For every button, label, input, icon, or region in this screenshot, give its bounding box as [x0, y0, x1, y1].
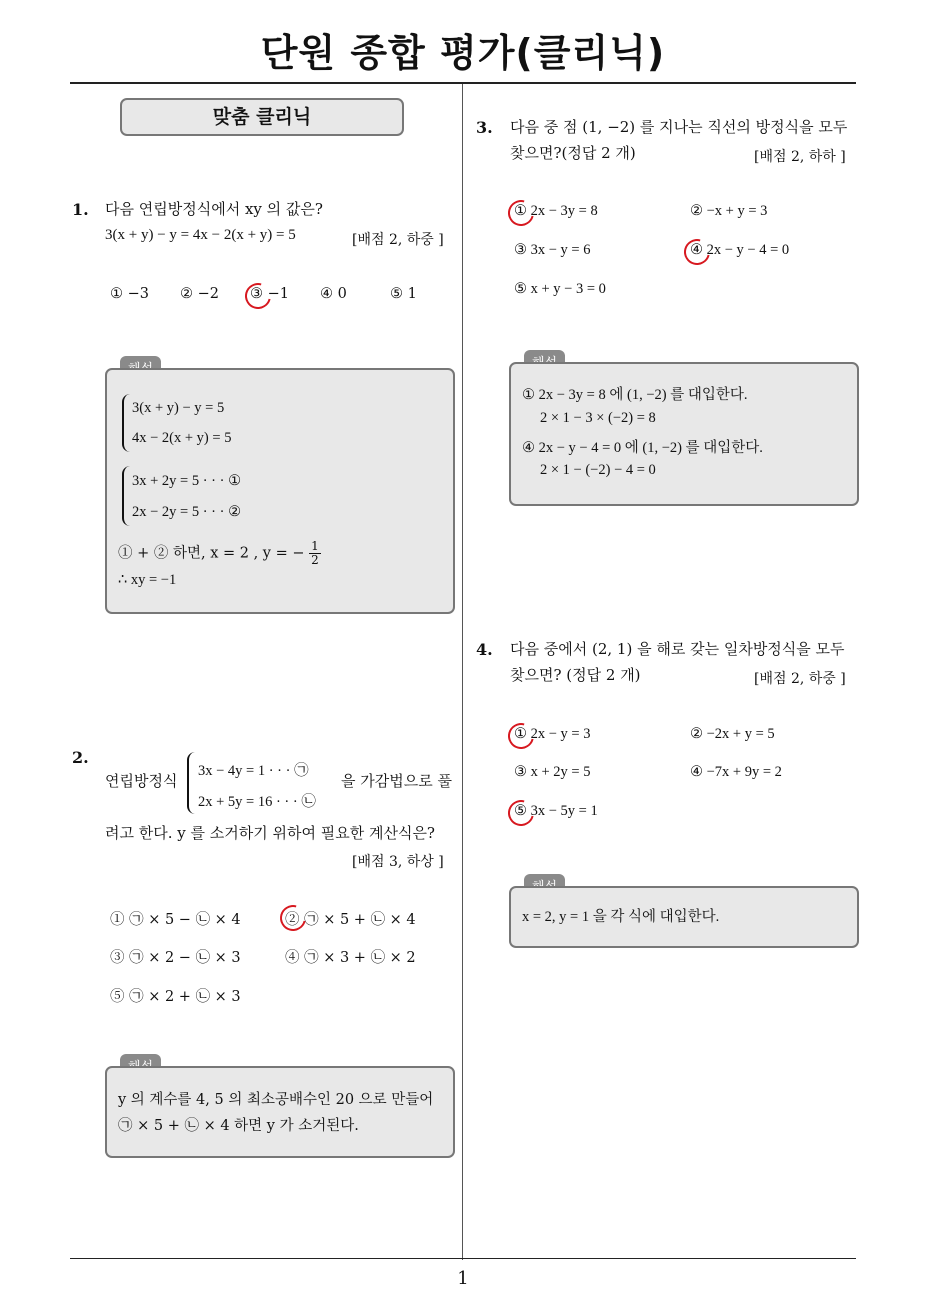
q4-choice-1[interactable]: ① 2x − y = 3	[514, 726, 591, 742]
q1-system-brace-1	[122, 394, 130, 452]
top-rule	[70, 82, 856, 84]
q3-line1: 다음 중 점 (1, −2) 를 지나는 직선의 방정식을 모두	[510, 118, 848, 136]
q2-points: [배점 3, 하상 ]	[352, 854, 444, 870]
q3-explain-line3: ④ 2x − y − 4 = 0 에 (1, −2) 를 대입한다.	[522, 440, 763, 456]
q3-choice-3[interactable]: ③ 3x − y = 6	[514, 242, 591, 258]
q4-answer-mark-5	[503, 795, 539, 831]
q1-choice-5[interactable]: ⑤ 1	[390, 286, 417, 302]
q3-choice-1[interactable]: ① 2x − 3y = 8	[514, 203, 598, 219]
q1-text: 다음 연립방정식에서 xy 의 값은?	[105, 200, 323, 218]
q3-line2: 찾으면?(정답 2 개)	[510, 144, 636, 162]
q2-choice-5[interactable]: ⑤ ㉠ × 2 + ㉡ × 3	[110, 989, 241, 1005]
q1-choice-1[interactable]: ① −3	[110, 286, 149, 302]
q2-answer-mark	[275, 900, 311, 936]
q1-explain-line3	[118, 540, 321, 567]
q1-choice-3[interactable]: ③ −1	[250, 286, 289, 302]
q2-choice-2[interactable]: ② ㉠ × 5 + ㉡ × 4	[285, 912, 416, 928]
q4-choice-3[interactable]: ③ x + 2y = 5	[514, 764, 591, 780]
column-divider	[462, 84, 463, 1260]
q4-points: [배점 2, 하중 ]	[754, 671, 846, 687]
q1-fraction	[309, 540, 321, 567]
q1-points: [배점 2, 하중 ]	[352, 232, 444, 248]
q2-choice-3[interactable]: ③ ㉠ × 2 − ㉡ × 3	[110, 950, 241, 966]
page-title: 단원 종합 평가(클리닉)	[260, 31, 666, 75]
q3-choice-5[interactable]: ⑤ x + y − 3 = 0	[514, 281, 606, 297]
q3-points: [배점 2, 하하 ]	[754, 149, 846, 165]
q1-explain-line4: ∴ xy = −1	[118, 572, 177, 588]
q2-explain-box	[105, 1066, 455, 1158]
q2-post: 을 가감법으로 풀	[341, 772, 452, 790]
q1-choice-2[interactable]: ② −2	[180, 286, 219, 302]
q2-sys-a: 3x − 4y = 1 · · · ㉠	[198, 763, 309, 779]
q4-choice-5[interactable]: ⑤ 3x − 5y = 1	[514, 803, 598, 819]
q1-answer-mark	[240, 278, 276, 314]
q4-line1: 다음 중에서 (2, 1) 을 해로 갖는 일차방정식을 모두	[510, 640, 845, 658]
q2-line2: 려고 한다. y 를 소거하기 위하여 필요한 계산식은?	[105, 824, 435, 842]
q2-pre: 연립방정식	[105, 772, 178, 790]
q4-explain-line1: x = 2, y = 1 을 각 식에 대입한다.	[522, 909, 720, 925]
q1-sys1-b: 4x − 2(x + y) = 5	[132, 430, 232, 446]
q3-answer-mark-1	[503, 195, 539, 231]
section-header: 맞춤 클리닉	[120, 98, 404, 136]
q2-explain-line2: ㉠ × 5 + ㉡ × 4 하면 y 가 소거된다.	[118, 1118, 359, 1134]
q1-sys2-b: 2x − 2y = 5 · · · ②	[132, 504, 242, 520]
q3-choice-2[interactable]: ② −x + y = 3	[690, 203, 768, 219]
q4-choice-4[interactable]: ④ −7x + 9y = 2	[690, 764, 782, 780]
q4-choice-2[interactable]: ② −2x + y = 5	[690, 726, 775, 742]
q1-equation: 3(x + y) − y = 4x − 2(x + y) = 5	[105, 227, 296, 243]
q4-answer-mark-1	[503, 718, 539, 754]
q1-sys2-a: 3x + 2y = 5 · · · ①	[132, 473, 242, 489]
bottom-rule	[70, 1258, 856, 1259]
q2-choice-1[interactable]: ① ㉠ × 5 − ㉡ × 4	[110, 912, 241, 928]
q3-explain-line2: 2 × 1 − 3 × (−2) = 8	[540, 410, 656, 426]
q4-number: 4.	[476, 640, 493, 659]
q4-line2: 찾으면? (정답 2 개)	[510, 666, 641, 684]
q2-choice-4[interactable]: ④ ㉠ × 3 + ㉡ × 2	[285, 950, 416, 966]
q1-frac-den: 2	[311, 553, 319, 567]
q3-number: 3.	[476, 118, 493, 137]
q2-number: 2.	[72, 748, 89, 767]
q1-choice-4[interactable]: ④ 0	[320, 286, 347, 302]
q2-sys-b: 2x + 5y = 16 · · · ㉡	[198, 794, 316, 810]
q3-explain-line1: ① 2x − 3y = 8 에 (1, −2) 를 대입한다.	[522, 387, 748, 403]
q1-frac-num: 1	[311, 539, 319, 553]
q1-system-brace-2	[122, 466, 130, 526]
q1-number: 1.	[72, 200, 89, 219]
q1-explain-line3-text: ① + ② 하면, x = 2 , y = −	[118, 545, 305, 562]
q2-explain-line1: y 의 계수를 4, 5 의 최소공배수인 20 으로 만들어	[118, 1092, 434, 1108]
q3-explain-line4: 2 × 1 − (−2) − 4 = 0	[540, 462, 656, 478]
q3-answer-mark-4	[679, 234, 715, 270]
page-number: 1	[457, 1268, 469, 1289]
q3-choice-4[interactable]: ④ 2x − y − 4 = 0	[690, 242, 790, 258]
q1-sys1-a: 3(x + y) − y = 5	[132, 400, 225, 416]
q2-system-brace	[187, 752, 195, 814]
